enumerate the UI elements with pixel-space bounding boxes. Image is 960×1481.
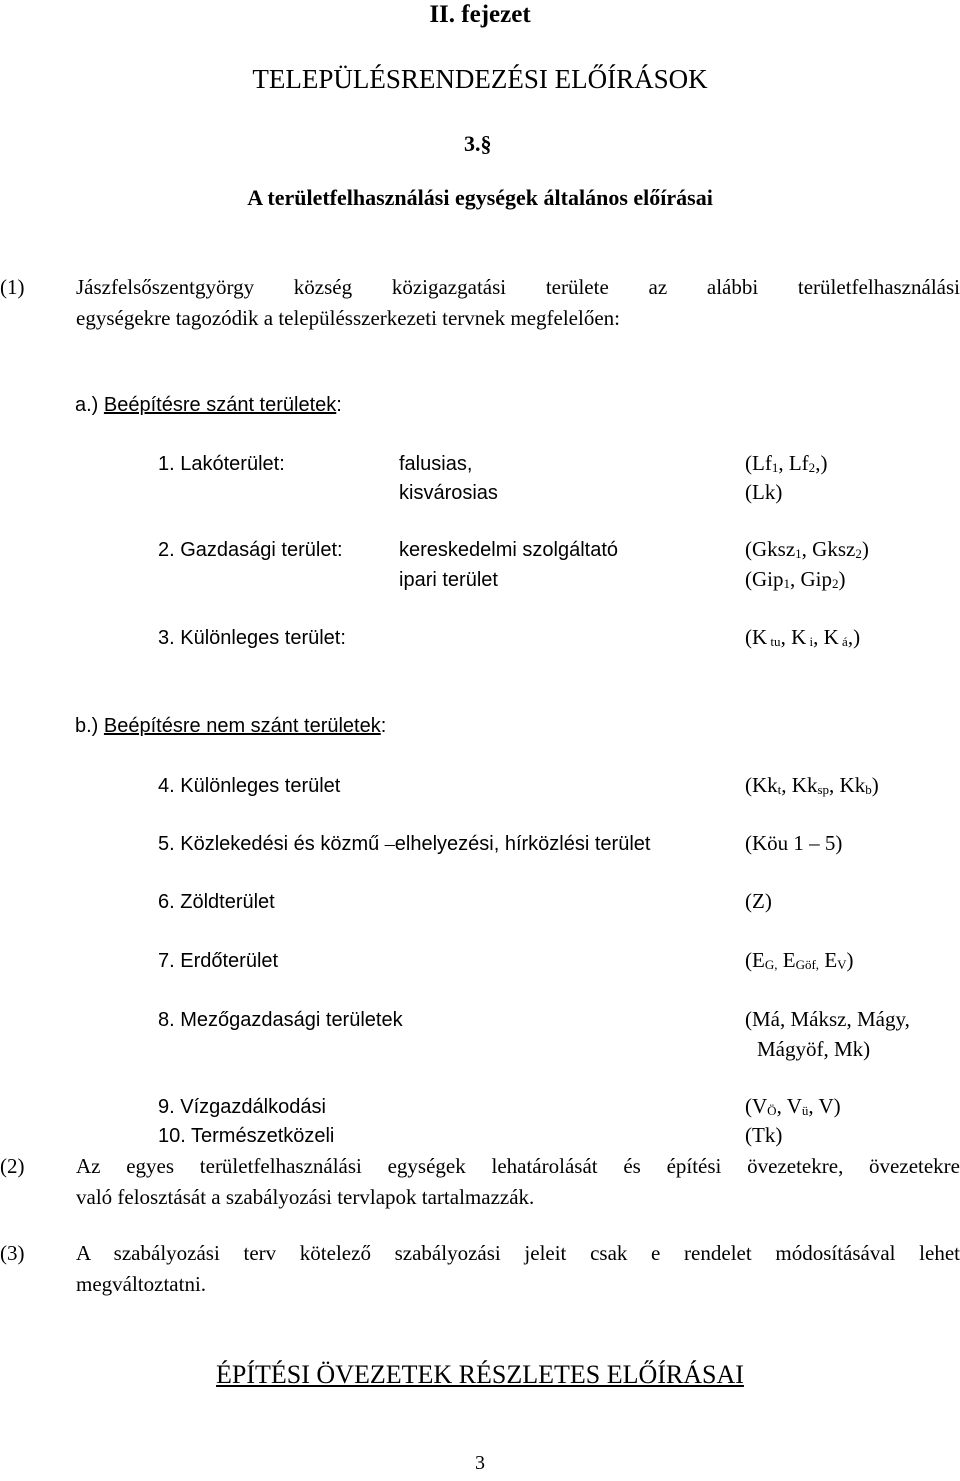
item-9-code: ($V_Ö$, $V_ü$, V) [745, 1094, 841, 1118]
item-10-code: (Tk) [745, 1123, 783, 1147]
item-5-label-b: elhelyezési, hírközlési terület [394, 833, 651, 855]
paragraph-2-line-1: Az egyes területfelhasználási egységek lehatárolását és építési övezetekre, övezetekre [76, 1154, 960, 1178]
paragraph-2-line-2: való felosztását a szabályozási tervlapok tartalmazzák. [76, 1185, 535, 1209]
section-number [464, 133, 492, 155]
item-4-label: 4. Különleges terület [158, 775, 341, 797]
paragraph-1-line-2: egységekre tagozódik a településszerkezeti tervnek megfelelően: [76, 306, 620, 330]
item-8-code-1: (Má, Máksz, Mágy, [745, 1007, 910, 1031]
item-10-label: 10. Természetközeli [158, 1125, 335, 1147]
paragraph-3-number: (3) [0, 1241, 25, 1265]
item-5-label-a: 5. Közlekedési és közmű [158, 833, 385, 855]
paragraph-3 [76, 1238, 960, 1300]
item-3-code: (K $_{tu}$, K $_i$, K $_á$,) [745, 625, 861, 649]
item-5-label [158, 834, 650, 854]
section-sign-icon: § [480, 131, 492, 156]
item-7-code: ($E_{G,}$ $E_{Göf,}$ $E_V$) [745, 948, 854, 972]
item-1-code-1: ($Lf_1$, $Lf_2$,) [745, 451, 828, 475]
item-6-code: (Z) [745, 889, 772, 913]
en-dash: – [384, 833, 395, 855]
section-title: A területfelhasználási egységek általános előírásai [247, 185, 713, 210]
section-a-heading-text: Beépítésre szánt területek [103, 394, 337, 416]
item-1-type-2: kisvárosias [399, 482, 498, 504]
chapter-heading: II. fejezet [429, 1, 531, 28]
paragraph-3-line-1: A szabályozási terv kötelező szabályozási jeleit csak e rendelet módosításával lehet [76, 1241, 960, 1265]
item-1-label: 1. Lakóterület: [158, 453, 285, 475]
item-5-code: (Köu 1 – 5) [745, 831, 843, 855]
footer-heading: ÉPÍTÉSI ÖVEZETEK RÉSZLETES ELŐÍRÁSAI [216, 1360, 744, 1389]
section-b-heading [75, 716, 386, 736]
item-7-label: 7. Erdőterület [158, 950, 279, 972]
item-6-label: 6. Zöldterület [158, 891, 275, 913]
item-2-type-2: ipari terület [399, 569, 498, 591]
item-3-label: 3. Különleges terület: [158, 627, 346, 649]
item-2-label: 2. Gazdasági terület: [158, 539, 343, 561]
document-title: TELEPÜLÉSRENDEZÉSI ELŐÍRÁSOK [252, 64, 708, 94]
section-a-suffix: : [336, 394, 342, 416]
paragraph-1-line-1: Jászfelsőszentgyörgy község közigazgatási területe az alábbi területfelhasználási [76, 275, 960, 299]
paragraph-2-number: (2) [0, 1154, 25, 1178]
item-4-code: ($Kk_t$, $Kk_{sp}$, $Kk_b$) [745, 773, 879, 797]
section-a-prefix: a.) [75, 394, 104, 416]
section-number-text: 3. [464, 131, 481, 156]
section-b-prefix: b.) [75, 715, 104, 737]
paragraph-3-line-2: megváltoztatni. [76, 1272, 207, 1296]
section-b-suffix: : [380, 715, 387, 737]
paragraph-1 [76, 272, 960, 334]
item-2-code-1: (Gksz$_1$, Gksz$_2$) [745, 537, 869, 561]
paragraph-2 [76, 1151, 960, 1213]
item-8-code-2: Mágyöf, Mk) [757, 1037, 871, 1061]
item-2-code-2: (Gip$_1$, Gip$_2$) [745, 567, 846, 591]
item-8-label: 8. Mezőgazdasági területek [158, 1009, 403, 1031]
item-2-type-1: kereskedelmi szolgáltató [399, 539, 618, 561]
section-a-heading [75, 395, 342, 415]
page-number: 3 [475, 1452, 485, 1474]
item-9-label: 9. Vízgazdálkodási [158, 1096, 326, 1118]
section-b-heading-text: Beépítésre nem szánt területek [103, 715, 381, 737]
paragraph-1-number: (1) [0, 275, 25, 299]
item-1-type-1: falusias, [399, 453, 473, 475]
item-1-code-2: (Lk) [745, 480, 783, 504]
